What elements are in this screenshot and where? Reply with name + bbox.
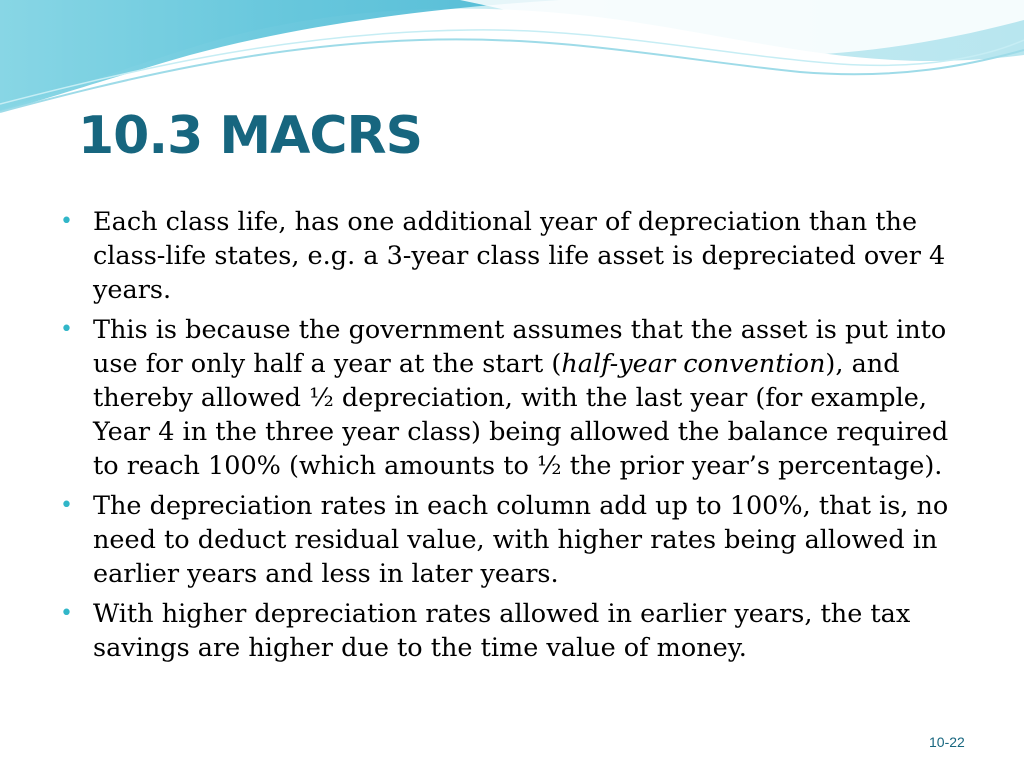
bullet-dot-icon: • xyxy=(60,493,73,518)
bullet-text-start: This is because the government assumes that the asset is put into use for only half a year at the start ( xyxy=(93,315,947,379)
bullet-list xyxy=(58,205,970,671)
bullet-item xyxy=(58,313,970,483)
bullet-dot-icon: • xyxy=(60,209,73,234)
bullet-item xyxy=(58,597,970,665)
bullet-item xyxy=(58,489,970,591)
bullet-item xyxy=(58,205,970,307)
bullet-dot-icon: • xyxy=(60,601,73,626)
slide-title: 10.3 MACRS xyxy=(78,106,423,166)
bullet-text: Each class life, has one additional year of depreciation than the class-life states, e.g. a 3-year class life asset is depreciated over 4 years. xyxy=(93,207,946,305)
bullet-dot-icon: • xyxy=(60,317,73,342)
bullet-text-italic-term: half-year convention xyxy=(561,349,826,379)
bullet-text: The depreciation rates in each column add up to 100%, that is, no need to deduct residual value, with higher rates being allowed in earlier years and less in later years. xyxy=(93,491,949,589)
bullet-text-end: ), and thereby allowed ½ depreciation, with the last year (for example, Year 4 in the three year class) being allowed the balance required to reach 100% (which amounts to ½ the prior year’s percentage). xyxy=(93,349,949,481)
page-number: 10-22 xyxy=(929,734,965,750)
bullet-text: With higher depreciation rates allowed in earlier years, the tax savings are higher due to the time value of money. xyxy=(93,599,911,663)
